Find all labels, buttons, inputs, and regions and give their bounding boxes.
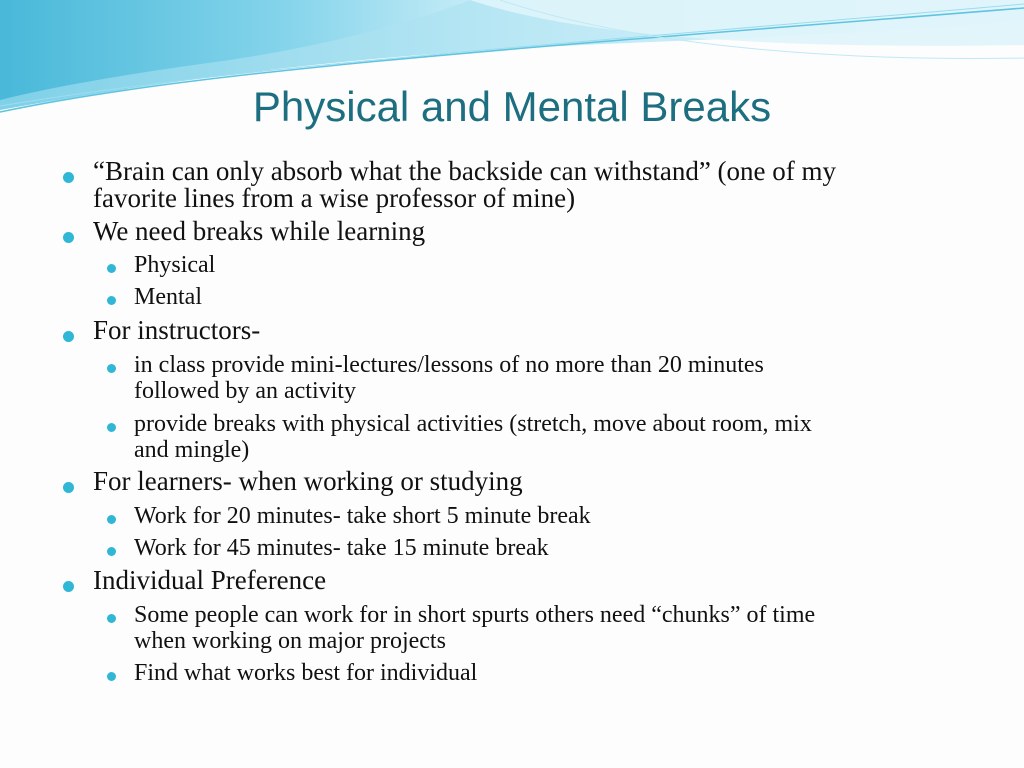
bullet-dot-icon [107, 547, 116, 556]
bullet-dot-icon [63, 482, 74, 493]
bullet-text-line: We need breaks while learning [93, 216, 426, 246]
bullet-dot-icon [107, 672, 116, 681]
bullet-text-line: Find what works best for individual [134, 660, 478, 686]
bullet-text-line: Work for 45 minutes- take 15 minute break [134, 535, 549, 561]
bullet-text-line: Mental [134, 284, 202, 310]
bullet-dot-icon [107, 614, 116, 623]
slide-title: Physical and Mental Breaks [252, 83, 772, 130]
bullet-dot-icon [63, 331, 74, 342]
bullet-dot-icon [107, 515, 116, 524]
bullet-text-line: in class provide mini-lectures/lessons of no more than 20 minutes [134, 352, 764, 378]
bullet-text-line: Work for 20 minutes- take short 5 minute break [134, 503, 591, 529]
bullet-dot-icon [107, 264, 116, 273]
bullet-dot-icon [63, 172, 74, 183]
bullet-text-line: Physical [134, 252, 216, 278]
bullet-dot-icon [63, 232, 74, 243]
bullet-text-line: For learners- when working or studying [93, 466, 523, 496]
bullet-dot-icon [107, 423, 116, 432]
bullet-text-line: provide breaks with physical activities (stretch, move about room, mix [134, 411, 812, 437]
bullet-text-line: Individual Preference [93, 565, 327, 595]
bullet-text-line: “Brain can only absorb what the backside can withstand” (one of my [93, 156, 837, 186]
bullet-dot-icon [63, 581, 74, 592]
bullet-text-line: favorite lines from a wise professor of mine) [93, 183, 576, 213]
bullet-text-line: Some people can work for in short spurts others need “chunks” of time [134, 602, 816, 628]
bullet-text-line: For instructors- [93, 315, 261, 345]
bullet-text-line: when working on major projects [134, 628, 446, 654]
bullet-text-line: and mingle) [134, 437, 250, 463]
bullet-dot-icon [107, 296, 116, 305]
bullet-text-line: followed by an activity [134, 378, 356, 404]
bullet-dot-icon [107, 364, 116, 373]
